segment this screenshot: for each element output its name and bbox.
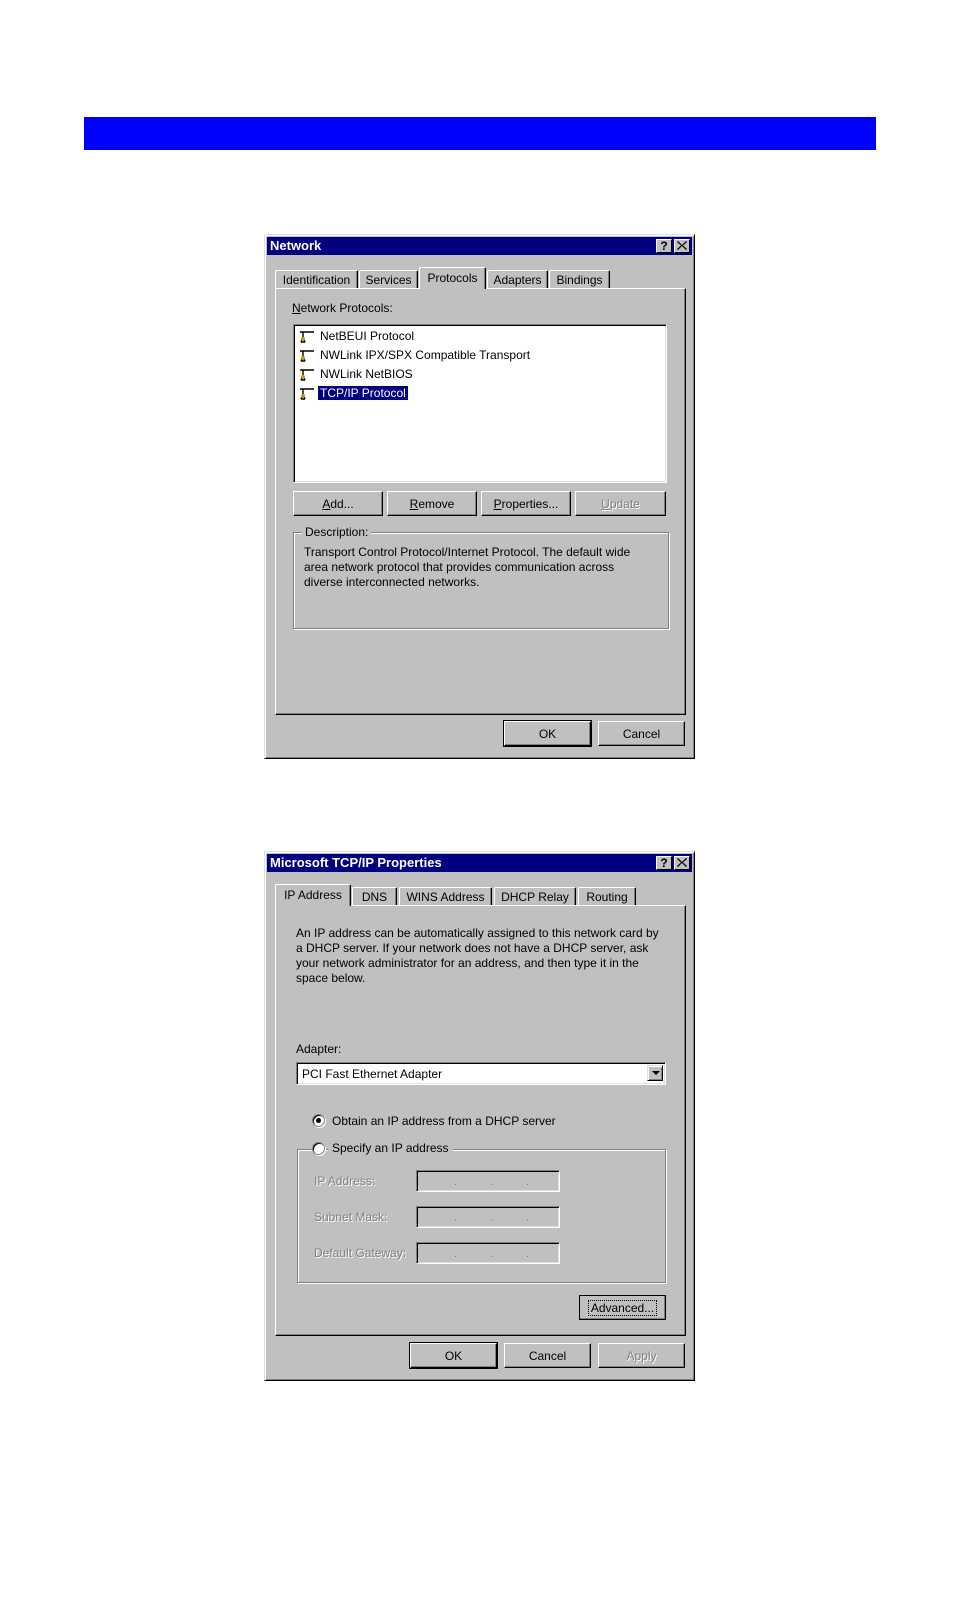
tab-services[interactable]: Services [359, 270, 418, 289]
update-button[interactable]: Update [575, 491, 666, 516]
description-label: Description: [302, 525, 371, 539]
network-tabs [275, 267, 685, 289]
default-gateway-field[interactable]: . . . [416, 1242, 560, 1264]
tcpip-title: Microsoft TCP/IP Properties [270, 855, 442, 870]
adapter-label: Adapter: [296, 1042, 342, 1056]
network-protocol-icon [298, 368, 316, 382]
tab-bindings[interactable]: Bindings [549, 270, 610, 289]
network-protocols-label: Network Protocols: [292, 301, 393, 315]
adapter-select[interactable] [296, 1062, 666, 1085]
list-item[interactable]: NetBEUI Protocol [298, 327, 416, 345]
advanced-button[interactable]: Advanced... [579, 1295, 666, 1320]
list-item-selected[interactable]: TCP/IP Protocol [298, 384, 408, 402]
protocols-list[interactable] [293, 324, 667, 483]
tab-protocols[interactable]: Protocols [419, 267, 486, 289]
network-protocol-icon [298, 349, 316, 363]
network-protocol-icon [298, 330, 316, 344]
description-text: Transport Control Protocol/Internet Protocol. The default wide area network protocol that provides communication across diverse interconnected networks. [304, 545, 631, 589]
tab-adapters[interactable]: Adapters [487, 270, 548, 289]
close-icon [677, 858, 687, 867]
tcpip-tabs [275, 884, 685, 906]
protocols-panel [275, 288, 686, 715]
tab-dns[interactable]: DNS [352, 887, 397, 906]
remove-button[interactable]: Remove [387, 491, 477, 516]
close-button[interactable] [674, 239, 690, 253]
ip-address-field[interactable]: . . . [416, 1170, 560, 1192]
tab-routing[interactable]: Routing [578, 887, 636, 906]
cancel-button[interactable]: Cancel [504, 1343, 591, 1368]
list-item[interactable]: NWLink IPX/SPX Compatible Transport [298, 346, 532, 364]
chevron-down-icon[interactable] [647, 1065, 663, 1081]
help-button[interactable]: ? [656, 239, 672, 253]
tab-dhcp-relay[interactable]: DHCP Relay [494, 887, 576, 906]
tab-ip-address[interactable]: IP Address [275, 884, 351, 906]
apply-button[interactable]: Apply [598, 1343, 685, 1368]
add-button[interactable]: Add... [293, 491, 383, 516]
cancel-button[interactable]: Cancel [598, 721, 685, 746]
subnet-mask-label: Subnet Mask: [314, 1210, 388, 1224]
tcpip-dialog [264, 851, 695, 1381]
obtain-ip-radio[interactable] [312, 1114, 325, 1127]
close-button[interactable] [674, 856, 690, 870]
description-group [293, 525, 669, 629]
intro-text: An IP address can be automatically assigned to this network card by a DHCP server. If your network does not have a DHCP server, ask your network administrator for an address, and then type it in the space below. [296, 926, 659, 985]
obtain-ip-label[interactable]: Obtain an IP address from a DHCP server [332, 1114, 556, 1128]
tcpip-titlebar [267, 854, 692, 872]
subnet-mask-field[interactable]: . . . [416, 1206, 560, 1228]
network-protocol-icon [298, 387, 316, 401]
tab-wins-address[interactable]: WINS Address [399, 887, 492, 906]
network-titlebar [267, 237, 692, 255]
tab-identification[interactable]: Identification [275, 270, 358, 289]
adapter-value: PCI Fast Ethernet Adapter [302, 1067, 443, 1081]
specify-ip-label[interactable]: Specify an IP address [328, 1141, 453, 1155]
properties-button[interactable]: Properties... [481, 491, 571, 516]
default-gateway-label: Default Gateway: [314, 1246, 407, 1260]
header-banner [84, 117, 876, 150]
help-button[interactable]: ? [656, 856, 672, 870]
specify-ip-radio[interactable] [312, 1142, 325, 1155]
ok-button[interactable]: OK [504, 721, 591, 746]
network-dialog [264, 234, 695, 759]
list-item[interactable]: NWLink NetBIOS [298, 365, 415, 383]
ip-address-panel [275, 905, 686, 1336]
close-icon [677, 241, 687, 250]
network-title: Network [270, 238, 322, 253]
ip-address-label: IP Address: [314, 1174, 376, 1188]
ok-button[interactable]: OK [410, 1343, 497, 1368]
